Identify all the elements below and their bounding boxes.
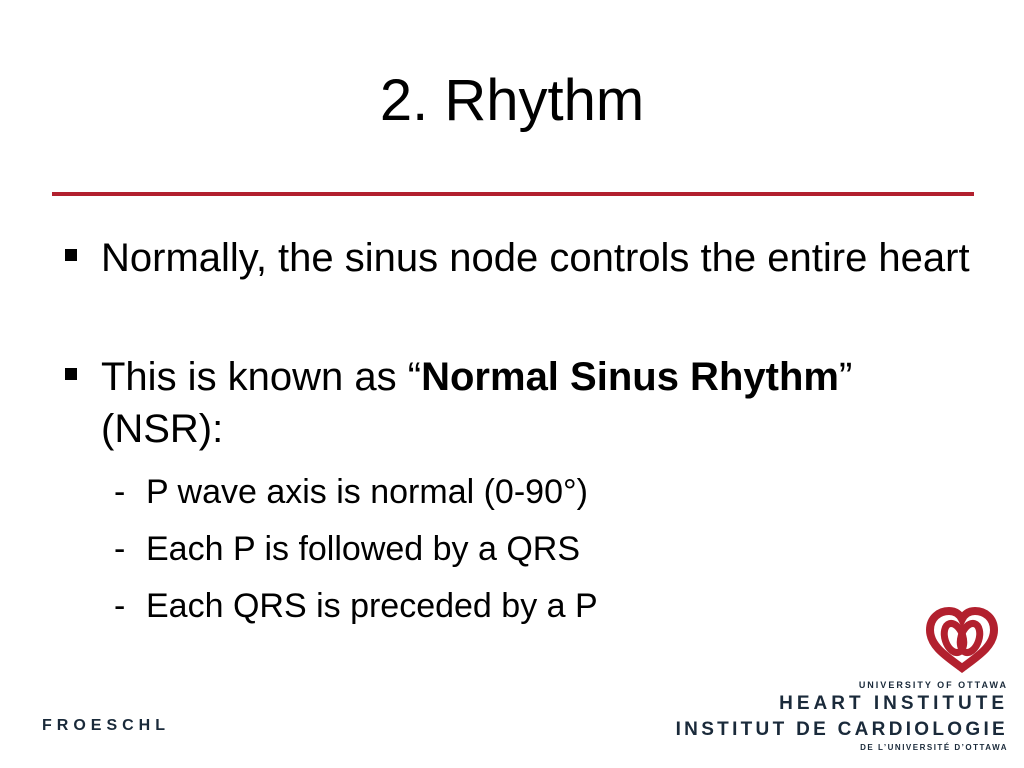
- sub-bullet-text: P wave axis is normal (0-90°): [146, 473, 588, 511]
- logo-line-heart-institute: HEART INSTITUTE: [779, 693, 1008, 714]
- dash-marker: -: [114, 473, 126, 511]
- square-bullet-icon: [65, 249, 77, 261]
- heart-logo-icon: [922, 606, 1002, 674]
- slide-title: 2. Rhythm: [379, 68, 645, 133]
- bullet-text-prefix: This is known as “: [101, 355, 422, 399]
- dash-marker: -: [114, 587, 126, 625]
- bullet-text-bold: Normal Sinus Rhythm: [421, 355, 839, 399]
- bullet-text: Normally, the sinus node controls the entire heart: [101, 236, 970, 280]
- bullet-text-suffix: ” (NSR):: [101, 355, 853, 451]
- title-divider: [52, 192, 974, 196]
- bullet-item: [101, 232, 981, 284]
- sub-bullet-item: [114, 470, 846, 514]
- heart-institute-logo: [664, 606, 1016, 756]
- square-bullet-icon: [65, 368, 77, 380]
- logo-line-institut: INSTITUT DE CARDIOLOGIE: [675, 719, 1008, 740]
- bullet-item: [101, 351, 981, 455]
- sub-bullet-text: Each QRS is preceded by a P: [146, 587, 598, 625]
- dash-marker: -: [114, 530, 126, 568]
- sub-bullet-item: [114, 527, 846, 571]
- sub-bullet-text: Each P is followed by a QRS: [146, 530, 581, 568]
- logo-line-university: UNIVERSITY OF OTTAWA: [858, 680, 1008, 690]
- footer-author: FROESCHL: [42, 717, 170, 734]
- logo-line-universite: DE L’UNIVERSITÉ D’OTTAWA: [860, 743, 1008, 752]
